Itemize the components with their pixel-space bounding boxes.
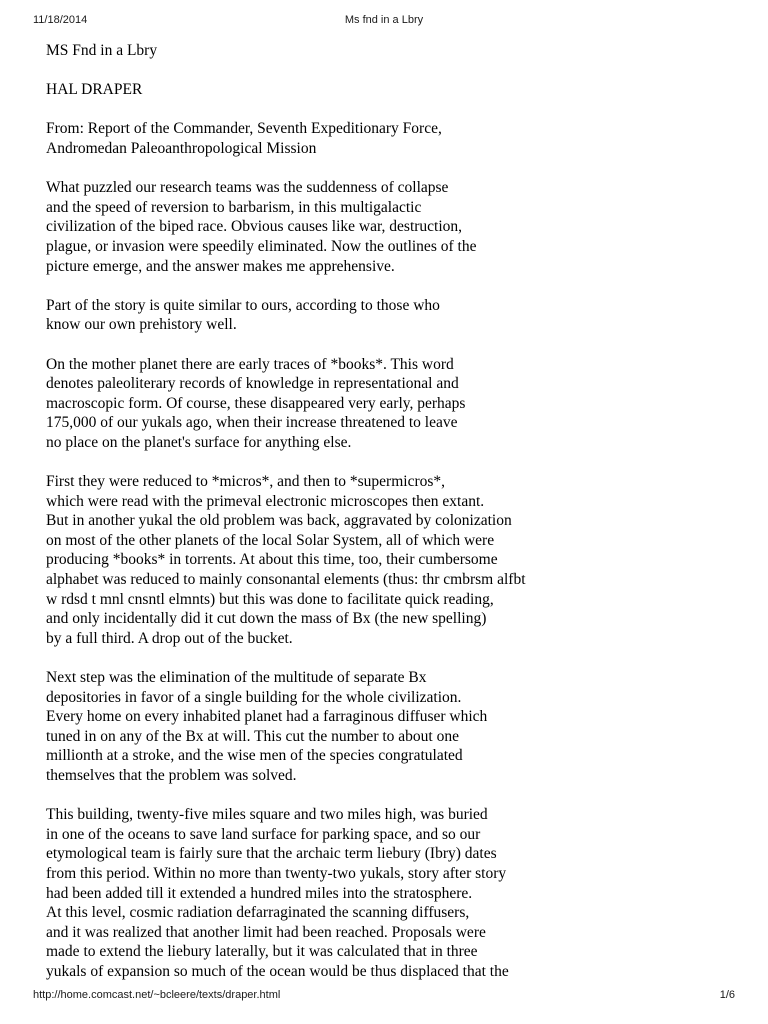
print-footer <box>33 989 735 1003</box>
author-line: HAL DRAPER <box>46 81 143 99</box>
text-line: denotes paleoliterary records of knowledge in representational and <box>46 375 459 393</box>
text-line: alphabet was reduced to mainly consonantal elements (thus: thr cmbrsm alfbt <box>46 571 526 589</box>
page-number: 1/6 <box>719 989 735 1001</box>
text-line: This building, twenty-five miles square and two miles high, was buried <box>46 806 488 824</box>
text-line: Next step was the elimination of the multitude of separate Bx <box>46 669 427 686</box>
text-line: From: Report of the Commander, Seventh Expeditionary Force, <box>46 120 442 138</box>
text-line: know our own prehistory well. <box>46 316 237 334</box>
paragraph-para-1 <box>46 178 728 276</box>
text-line: What puzzled our research teams was the suddenness of collapse <box>46 179 449 197</box>
text-line: Part of the story is quite similar to ours, according to those who <box>46 296 440 314</box>
text-line: from this period. Within no more than twenty-two yukals, story after story <box>46 864 507 882</box>
paragraph-para-4 <box>46 472 728 648</box>
document-body <box>46 41 728 982</box>
text-line: macroscopic form. Of course, these disappeared very early, perhaps <box>46 394 466 412</box>
text-line: and it was realized that another limit had been reached. Proposals were <box>46 923 486 941</box>
paragraphs-container <box>46 119 728 981</box>
text-line: First they were reduced to *micros*, and then to *supermicros*, <box>46 473 446 491</box>
document-author <box>46 80 728 100</box>
text-line: On the mother planet there are early traces of *books*. This word <box>46 355 454 373</box>
text-line: had been added till it extended a hundred miles into the stratosphere. <box>46 884 473 902</box>
text-line: tuned in on any of the Bx at will. This cut the number to about one <box>46 727 459 745</box>
text-line: and the speed of reversion to barbarism, in this multigalactic <box>46 198 422 216</box>
text-line: and only incidentally did it cut down the mass of Bx (the new spelling) <box>46 610 487 628</box>
paragraph-source-attribution <box>46 119 728 158</box>
text-line: w rdsd t mnl cnsntl elmnts) but this was done to facilitate quick reading, <box>46 590 494 608</box>
document-title <box>46 41 728 61</box>
text-line: which were read with the primeval electronic microscopes then extant. <box>46 492 485 510</box>
text-line: Andromedan Paleoanthropological Mission <box>46 139 317 157</box>
text-line: themselves that the problem was solved. <box>46 766 297 784</box>
text-line: made to extend the liebury laterally, but it was calculated that in three <box>46 943 478 961</box>
text-line: At this level, cosmic radiation defarraginated the scanning diffusers, <box>46 904 470 922</box>
text-line: But in another yukal the old problem was back, aggravated by colonization <box>46 512 512 530</box>
print-date: 11/18/2014 <box>33 14 88 26</box>
text-line: in one of the oceans to save land surface for parking space, and so our <box>46 825 481 843</box>
title-line: MS Fnd in a Lbry <box>46 42 158 59</box>
paragraph-para-2 <box>46 296 728 335</box>
paragraph-para-5 <box>46 668 728 786</box>
text-line: producing *books* in torrents. At about this time, too, their cumbersome <box>46 551 498 569</box>
text-line: plague, or invasion were speedily eliminated. Now the outlines of the <box>46 237 477 255</box>
text-line: on most of the other planets of the local Solar System, all of which were <box>46 531 495 549</box>
text-line: civilization of the biped race. Obvious causes like war, destruction, <box>46 218 463 236</box>
text-line: picture emerge, and the answer makes me apprehensive. <box>46 257 395 275</box>
text-line: etymological team is fairly sure that the archaic term liebury (Ibry) dates <box>46 845 497 863</box>
text-line: depositories in favor of a single building for the whole civilization. <box>46 688 462 706</box>
text-line: Every home on every inhabited planet had a farraginous diffuser which <box>46 708 488 726</box>
print-header <box>33 14 735 28</box>
text-line: 175,000 of our yukals ago, when their increase threatened to leave <box>46 414 458 432</box>
paragraph-para-3 <box>46 355 728 453</box>
text-line: millionth at a stroke, and the wise men of the species congratulated <box>46 747 463 765</box>
text-line: yukals of expansion so much of the ocean would be thus displaced that the <box>46 962 509 980</box>
source-url: http://home.comcast.net/~bcleere/texts/draper.html <box>33 989 281 1001</box>
text-line: no place on the planet's surface for anything else. <box>46 433 352 451</box>
paragraph-para-6 <box>46 805 728 981</box>
text-line: by a full third. A drop out of the bucket. <box>46 629 293 647</box>
print-header-title: Ms fnd in a Lbry <box>344 14 424 26</box>
